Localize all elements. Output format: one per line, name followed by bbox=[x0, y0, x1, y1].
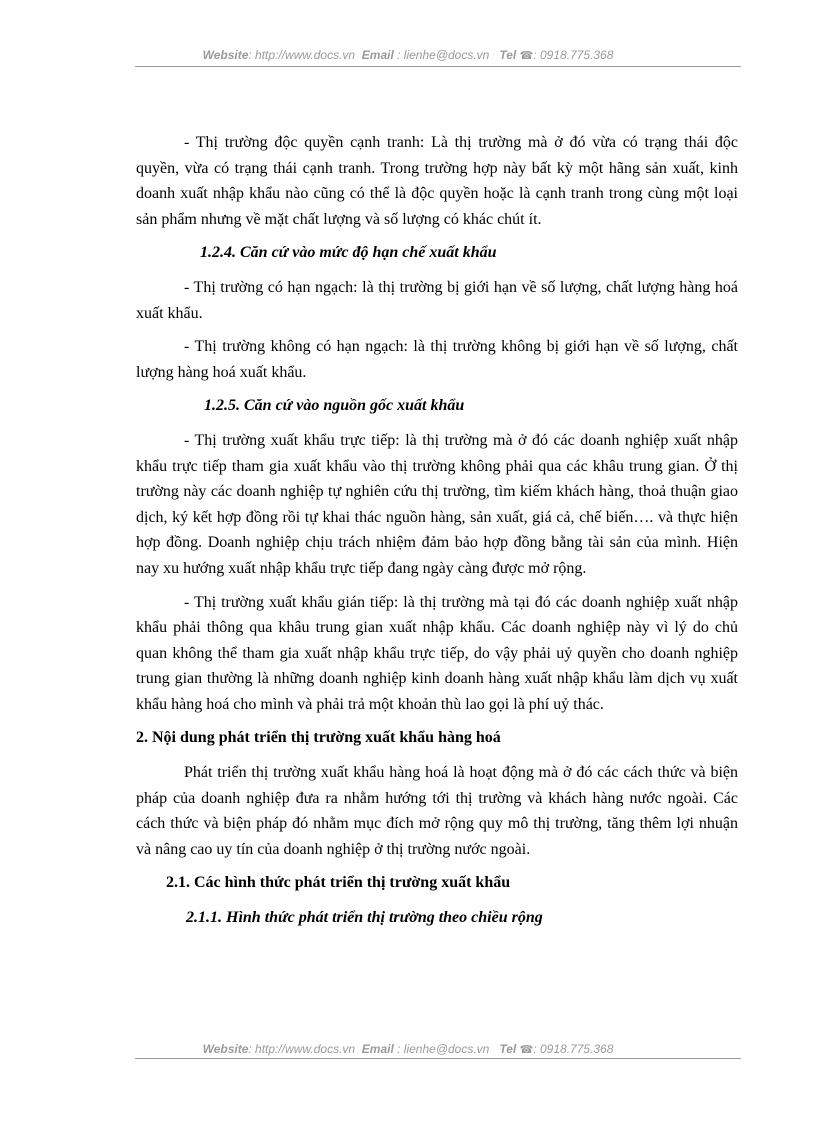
paragraph-export-development: Phát triển thị trường xuất khẩu hàng hoá là hoạt động mà ở đó các cách thức và biện pháp của doanh nghiệp đưa ra nhằm hướng tới thị trường và khách hàng nước ngoài. Các cách thức và biện pháp đó nhằm mục đích mở rộng quy mô thị trường, tăng thêm lợi nhuận và nâng cao uy tín của doanh nghiệp ở thị trường nước ngoài. bbox=[136, 764, 738, 858]
heading-2-1-1: 2.1.1. Hình thức phát triển thị trường theo chiều rộng bbox=[186, 909, 543, 927]
footer-tel-value: : 0918.775.368 bbox=[533, 1042, 614, 1056]
header-divider bbox=[135, 66, 741, 67]
header-tel-value: : 0918.775.368 bbox=[533, 48, 614, 62]
header-email-label: Email bbox=[361, 48, 394, 62]
header-email-link[interactable]: : lienhe@docs.vn bbox=[397, 48, 490, 62]
footer-tel-label: Tel bbox=[499, 1042, 517, 1056]
header-tel-label: Tel bbox=[499, 48, 517, 62]
footer-divider bbox=[135, 1058, 741, 1059]
paragraph-indirect-export-market: - Thị trường xuất khẩu gián tiếp: là thị trường mà tại đó các doanh nghiệp xuất nhập khẩu phải thông qua khâu trung gian xuất nhập khẩu. Các doanh nghiệp này vì lý do chủ quan không thể tham gia xuất nhập khẩu trực tiếp, do vậy phải uỷ quyền cho doanh nghiệp trung gian thường là những doanh nghiệp kinh doanh hàng xuất nhập khẩu làm dịch vụ xuất khẩu hàng hoá cho mình và phải trả một khoản thù lao gọi là phí uỷ thác. bbox=[136, 593, 738, 713]
page-footer bbox=[0, 1042, 816, 1056]
heading-1-2-5: 1.2.5. Căn cứ vào nguồn gốc xuất khẩu bbox=[204, 397, 465, 415]
footer-website-link[interactable]: : http://www.docs.vn bbox=[248, 1042, 356, 1056]
paragraph-quota-market: - Thị trường có hạn ngạch: là thị trường bị giới hạn về số lượng, chất lượng hàng hoá xuất khẩu. bbox=[136, 278, 738, 322]
heading-1-2-4: 1.2.4. Căn cứ vào mức độ hạn chế xuất khẩu bbox=[200, 244, 497, 262]
document-body bbox=[136, 130, 738, 940]
paragraph-no-quota-market: - Thị trường không có hạn ngạch: là thị trường không bị giới hạn về số lượng, chất lượng hàng hoá xuất khẩu. bbox=[136, 338, 738, 381]
paragraph-monopolistic-competition: - Thị trường độc quyền cạnh tranh: Là thị trường mà ở đó vừa có trạng thái độc quyền, vừa có trạng thái cạnh tranh. Trong trường hợp này bất kỳ một hãng sản xuất, kinh doanh xuất nhập khẩu nào cũng có thể là độc quyền hoặc là cạnh tranh trong cùng một loại sản phẩm nhưng về mặt chất lượng và số lượng có khác chút ít. bbox=[136, 134, 738, 228]
phone-icon: ☎ bbox=[519, 50, 534, 62]
header-website-link[interactable]: : http://www.docs.vn bbox=[248, 48, 356, 62]
header-website-label: Website bbox=[202, 48, 249, 62]
footer-website-label: Website bbox=[202, 1042, 249, 1056]
phone-icon: ☎ bbox=[519, 1044, 534, 1056]
footer-email-link[interactable]: : lienhe@docs.vn bbox=[397, 1042, 490, 1056]
footer-email-label: Email bbox=[361, 1042, 394, 1056]
paragraph-direct-export-market: - Thị trường xuất khẩu trực tiếp: là thị trường mà ở đó các doanh nghiệp xuất nhập khẩu trực tiếp tham gia xuất khẩu vào thị trường không phải qua các khâu trung gian. Ở thị trường này các doanh nghiệp tự nghiên cứu thị trường, tìm kiếm khách hàng, thoả thuận giao dịch, ký kết hợp đồng rồi tự khai thác nguồn hàng, sản xuất, giá cả, chế biến…. và thực hiện hợp đồng. Doanh nghiệp chịu trách nhiệm đảm bảo hợp đồng bằng tài sản của mình. Hiện nay xu hướng xuất nhập khẩu trực tiếp đang ngày càng được mở rộng. bbox=[136, 431, 738, 577]
heading-2: 2. Nội dung phát triển thị trường xuất khẩu hàng hoá bbox=[136, 729, 501, 747]
heading-2-1: 2.1. Các hình thức phát triển thị trường xuất khẩu bbox=[166, 874, 511, 892]
page-header bbox=[0, 48, 816, 62]
